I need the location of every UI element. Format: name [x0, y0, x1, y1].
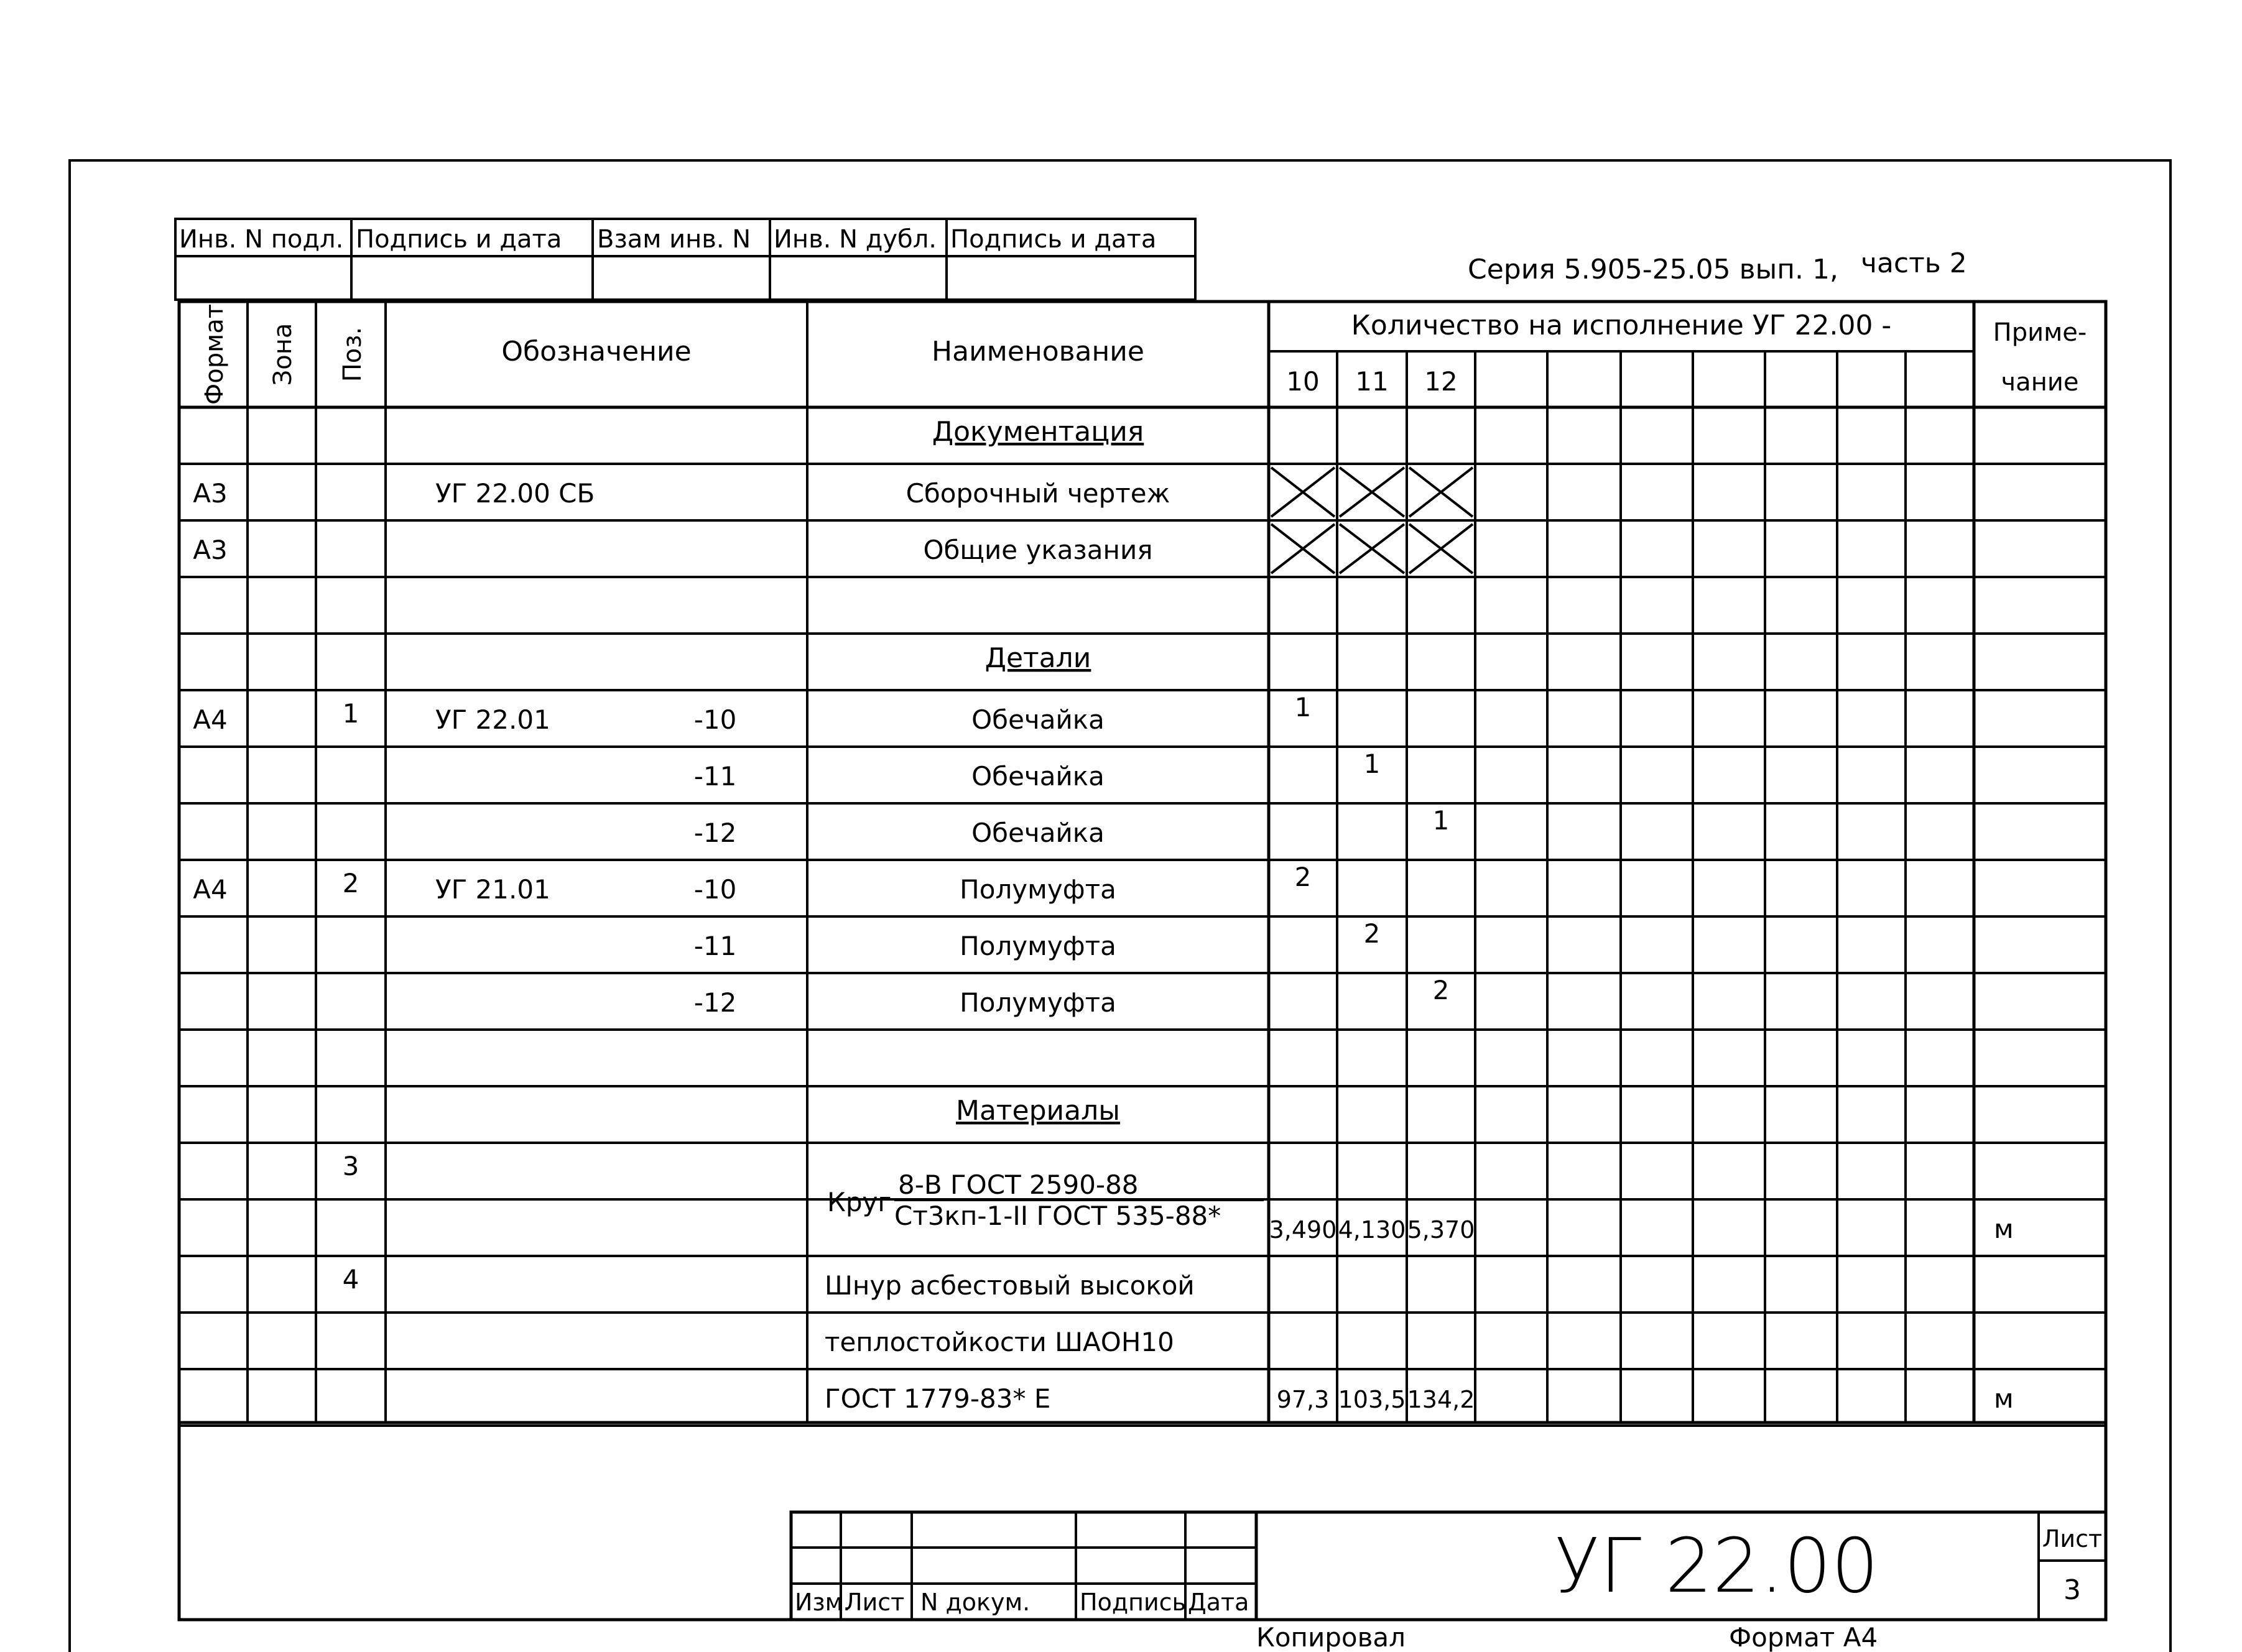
- row-variant: -11: [693, 761, 737, 791]
- row-variant: -10: [693, 874, 737, 905]
- stamp-sign-date-2: Подпись и дата: [950, 225, 1157, 254]
- section-heading: Документация: [932, 416, 1144, 448]
- stamp-sign-date-1: Подпись и дата: [356, 225, 562, 254]
- row-quantity: 134,2: [1407, 1386, 1475, 1413]
- sheet-number: 3: [2064, 1574, 2081, 1606]
- row-quantity: 4,130: [1338, 1216, 1406, 1244]
- row-name: Обечайка: [971, 704, 1105, 735]
- header-variant-12: 12: [1424, 366, 1458, 397]
- row-quantity: 2: [1432, 975, 1450, 1005]
- material-circle-top: 8-В ГОСТ 2590-88: [898, 1170, 1139, 1200]
- row-name: Обечайка: [971, 818, 1105, 848]
- series-label: Серия 5.905-25.05 вып. 1,: [1468, 254, 1838, 285]
- row-variant: -12: [693, 987, 737, 1018]
- header-variant-11: 11: [1355, 366, 1389, 397]
- row-format: А3: [193, 478, 228, 509]
- row-variant: -10: [693, 704, 737, 735]
- row-variant: -12: [693, 818, 737, 848]
- row-name: Общие указания: [923, 535, 1153, 565]
- header-note-line1: Приме-: [1993, 318, 2087, 347]
- row-designation: УГ 22.00 СБ: [435, 478, 595, 509]
- header-note-line2: чание: [2001, 368, 2079, 397]
- tb-label-doc: N докум.: [920, 1589, 1031, 1616]
- row-variant: -11: [693, 931, 737, 961]
- stamp-vzam-inv: Взам инв. N: [597, 225, 751, 254]
- series-part: часть 2: [1861, 247, 1967, 279]
- material-circle-prefix: Круг: [827, 1187, 892, 1217]
- row-quantity: 103,5: [1338, 1386, 1406, 1413]
- sheet-label: Лист: [2042, 1525, 2103, 1553]
- row-name: Обечайка: [971, 761, 1105, 791]
- tb-label-izm: Изм.: [795, 1589, 851, 1616]
- doc-code: УГ 22.00: [1554, 1523, 1879, 1610]
- tb-label-date: Дата: [1188, 1589, 1249, 1616]
- tb-label-sign: Подпись: [1080, 1589, 1186, 1616]
- row-name: Полумуфта: [960, 931, 1116, 961]
- header-designation: Обозначение: [501, 336, 692, 367]
- footer-copied: Копировал: [1256, 1622, 1406, 1652]
- section-heading: Материалы: [956, 1095, 1120, 1127]
- row-format: А4: [193, 704, 228, 735]
- header-format: Формат: [200, 303, 229, 405]
- row-quantity: 2: [1294, 862, 1312, 892]
- row-name: Полумуфта: [960, 987, 1116, 1018]
- row-format: А4: [193, 874, 228, 905]
- row-designation: УГ 22.01: [435, 704, 550, 735]
- row-quantity: 5,370: [1407, 1216, 1475, 1244]
- row-quantity: 97,3: [1276, 1386, 1330, 1413]
- row-pos: 2: [342, 868, 359, 898]
- row-name: ГОСТ 1779-83* Е: [825, 1383, 1051, 1414]
- spec-rows: [193, 416, 2013, 1414]
- row-format: А3: [193, 535, 228, 565]
- row-name: Полумуфта: [960, 874, 1116, 905]
- row-note: м: [1994, 1383, 2014, 1414]
- tb-label-list: Лист: [845, 1589, 905, 1616]
- row-quantity: 1: [1363, 749, 1381, 779]
- header-variant-10: 10: [1286, 366, 1320, 397]
- header-name: Наименование: [932, 336, 1144, 367]
- row-pos: 4: [342, 1264, 359, 1294]
- header-pos: Поз.: [338, 326, 367, 382]
- row-quantity: 3,490: [1269, 1216, 1337, 1244]
- row-name: Сборочный чертеж: [906, 478, 1170, 509]
- material-circle-bottom: Ст3кп-1-II ГОСТ 535-88*: [894, 1201, 1221, 1231]
- row-quantity: 1: [1432, 805, 1450, 836]
- row-quantity: 2: [1363, 918, 1381, 949]
- section-heading: Детали: [984, 642, 1091, 674]
- row-name: Шнур асбестовый высокой: [825, 1270, 1195, 1301]
- row-designation: УГ 21.01: [435, 874, 550, 905]
- row-quantity: 1: [1294, 692, 1312, 722]
- row-pos: 1: [342, 698, 359, 729]
- row-pos: 3: [342, 1151, 359, 1181]
- header-zone: Зона: [269, 323, 297, 386]
- header-quantity: Количество на исполнение УГ 22.00 -: [1351, 310, 1892, 341]
- footer-format: Формат А4: [1729, 1622, 1878, 1652]
- stamp-inv-dubl: Инв. N дубл.: [774, 225, 937, 254]
- row-name: теплостойкости ШАОН10: [825, 1327, 1174, 1357]
- row-note: м: [1994, 1214, 2014, 1244]
- stamp-inv-podl: Инв. N подл.: [179, 225, 344, 254]
